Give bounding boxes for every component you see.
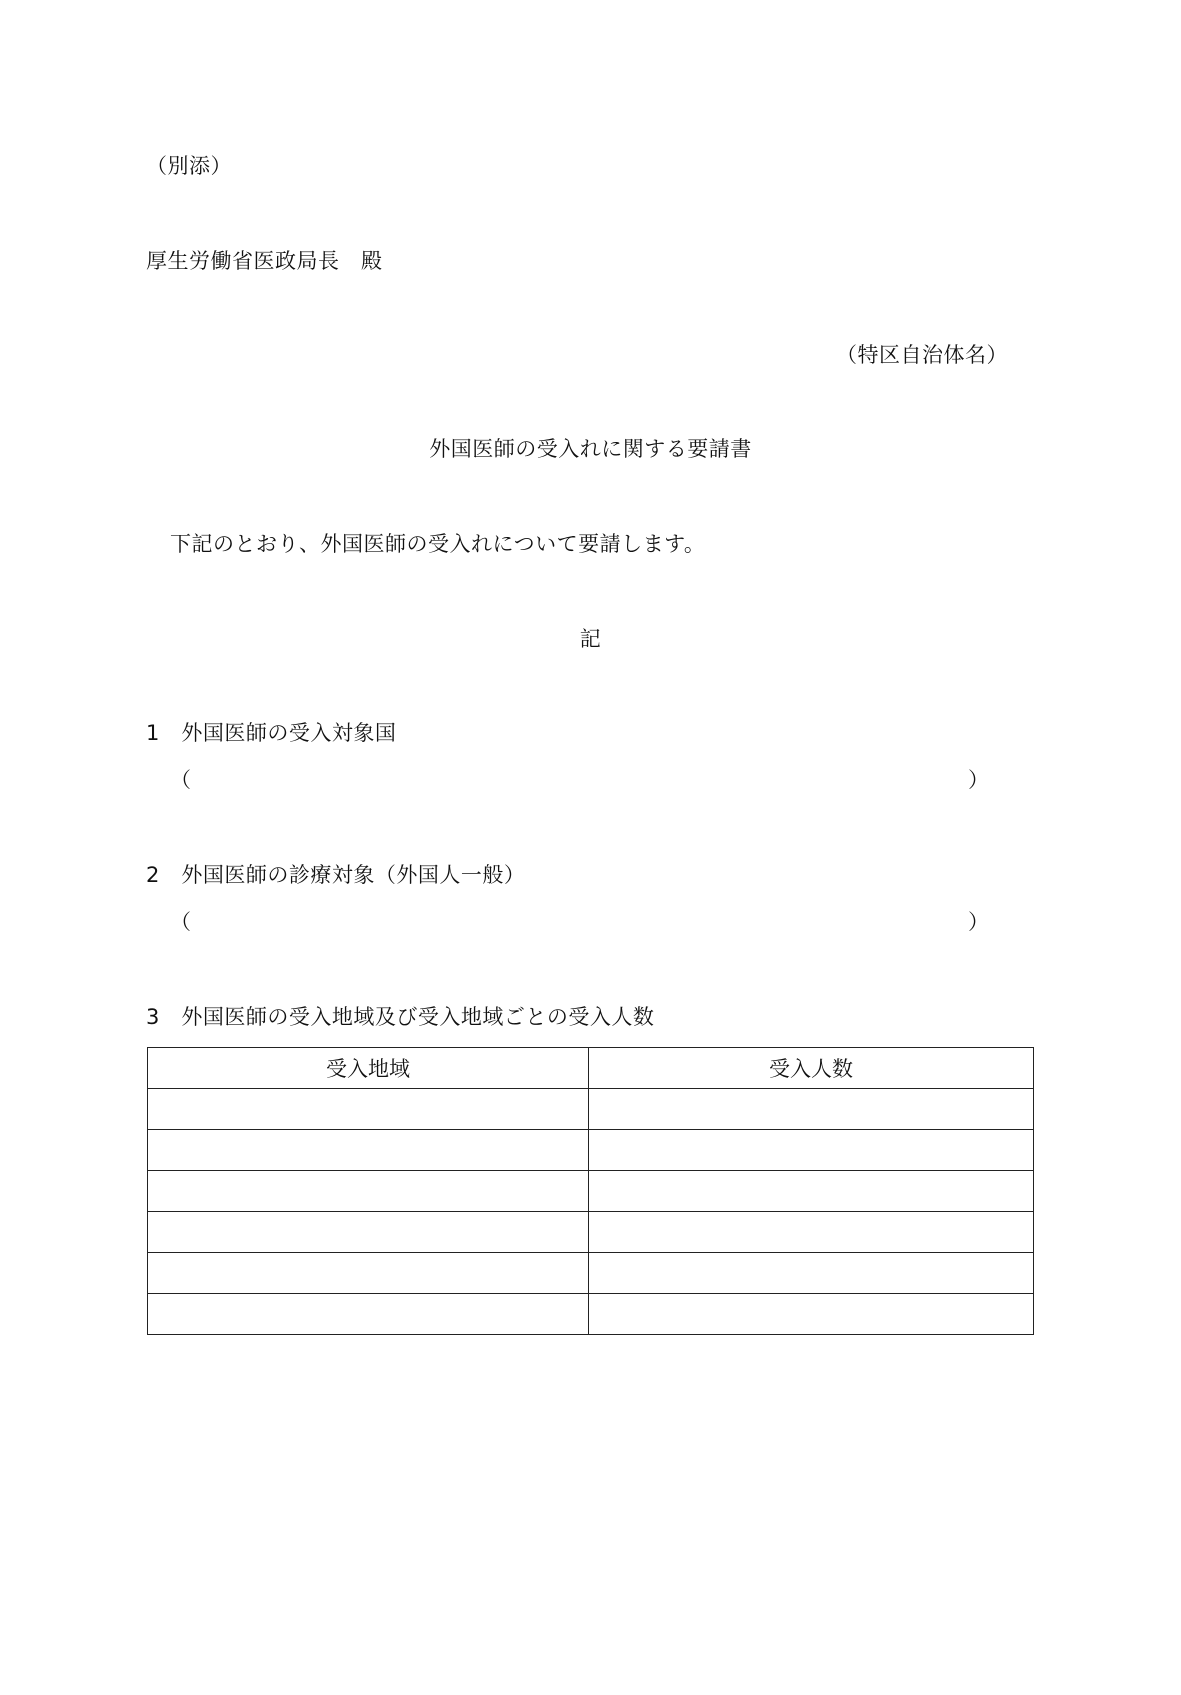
- count-cell: [589, 1089, 1034, 1130]
- region-cell: [148, 1212, 589, 1253]
- section-1-paren-close: ）: [968, 768, 990, 792]
- count-cell: [589, 1294, 1034, 1335]
- sender-name: （特区自治体名）: [836, 343, 1008, 367]
- count-cell: [589, 1171, 1034, 1212]
- count-cell: [589, 1212, 1034, 1253]
- section-1-paren-open: （: [170, 768, 192, 792]
- table-row: [148, 1171, 1034, 1212]
- region-cell: [148, 1171, 589, 1212]
- ki-heading: 記: [579, 627, 602, 651]
- attachment-label: （別添）: [146, 154, 232, 178]
- intro-text: 下記のとおり、外国医師の受入れについて要請します。: [170, 532, 706, 556]
- section-2-paren-open: （: [170, 910, 192, 934]
- section-2-title: 2 外国医師の診療対象（外国人一般）: [146, 863, 526, 887]
- table-row: [148, 1212, 1034, 1253]
- section-2-paren-close: ）: [968, 910, 990, 934]
- table-header-row: [148, 1048, 1034, 1089]
- region-cell: [148, 1253, 589, 1294]
- count-cell: [589, 1130, 1034, 1171]
- header-region: 受入地域: [148, 1048, 589, 1089]
- table-row: [148, 1294, 1034, 1335]
- region-cell: [148, 1089, 589, 1130]
- table-row: [148, 1130, 1034, 1171]
- section-1-title: 1 外国医師の受入対象国: [146, 721, 397, 745]
- document-title: 外国医師の受入れに関する要請書: [429, 437, 752, 461]
- table-row: [148, 1253, 1034, 1294]
- table-row: [148, 1089, 1034, 1130]
- recipient-line: 厚生労働省医政局長 殿: [146, 249, 383, 273]
- region-cell: [148, 1130, 589, 1171]
- regions-table: [147, 1047, 1034, 1335]
- section-3-title: 3 外国医師の受入地域及び受入地域ごとの受入人数: [146, 1005, 655, 1029]
- count-cell: [589, 1253, 1034, 1294]
- header-count: 受入人数: [589, 1048, 1034, 1089]
- region-cell: [148, 1294, 589, 1335]
